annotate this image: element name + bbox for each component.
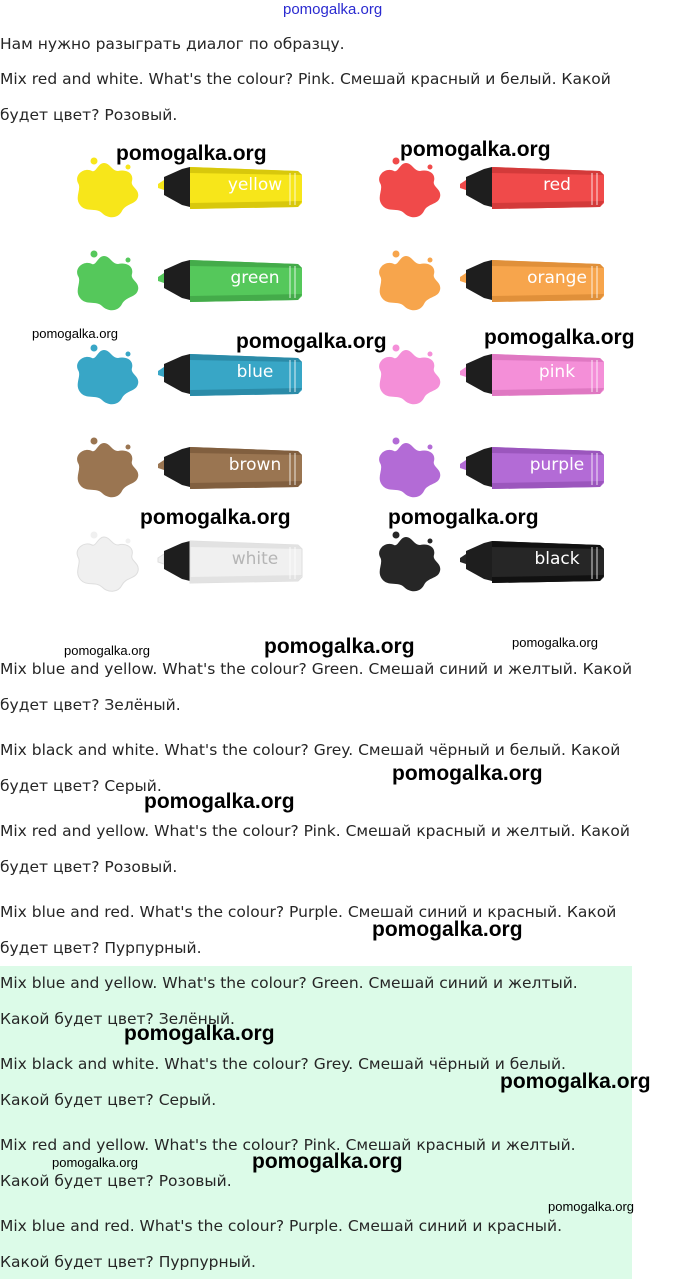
answer-4-line-2: Какой будет цвет? Пурпурный. bbox=[0, 1253, 256, 1271]
marker-green bbox=[72, 246, 312, 316]
marker-label: white bbox=[231, 549, 279, 569]
example-line-1: Mix red and white. What's the colour? Pink. Смешай красный и белый. Какой bbox=[0, 70, 611, 88]
watermark: pomogalka.org bbox=[140, 506, 291, 529]
dialog-3-line-1: Mix red and yellow. What's the colour? Pink. Смешай красный и желтый. Какой bbox=[0, 822, 630, 840]
dialog-4-line-1: Mix blue and red. What's the colour? Purple. Смешай синий и красный. Какой bbox=[0, 903, 617, 921]
marker-label: brown bbox=[228, 455, 282, 475]
marker-brown bbox=[72, 433, 312, 503]
answer-3-line-1: Mix red and yellow. What's the colour? Pink. Смешай красный и желтый. bbox=[0, 1136, 576, 1154]
watermark: pomogalka.org bbox=[372, 918, 523, 941]
watermark: pomogalka.org bbox=[124, 1022, 275, 1045]
intro-text: Нам нужно разыграть диалог по образцу. bbox=[0, 35, 345, 53]
answer-2-line-2: Какой будет цвет? Серый. bbox=[0, 1091, 217, 1109]
watermark: pomogalka.org bbox=[252, 1150, 403, 1173]
watermark: pomogalka.org bbox=[264, 635, 415, 658]
watermark: pomogalka.org bbox=[32, 326, 118, 341]
marker-label: orange bbox=[527, 268, 587, 288]
watermark: pomogalka.org bbox=[64, 643, 150, 658]
watermark: pomogalka.org bbox=[144, 790, 295, 813]
marker-black bbox=[374, 527, 614, 597]
answer-4-line-1: Mix blue and red. What's the colour? Purple. Смешай синий и красный. bbox=[0, 1217, 562, 1235]
marker-red bbox=[374, 153, 614, 223]
answer-3-line-2: Какой будет цвет? Розовый. bbox=[0, 1172, 232, 1190]
answer-1-line-2: Какой будет цвет? Зелёный. bbox=[0, 1010, 235, 1028]
dialog-1-line-1: Mix blue and yellow. What's the colour? Green. Смешай синий и желтый. Какой bbox=[0, 660, 633, 678]
watermark: pomogalka.org bbox=[500, 1070, 651, 1093]
watermark: pomogalka.org bbox=[52, 1155, 138, 1170]
watermark: pomogalka.org bbox=[548, 1199, 634, 1214]
dialog-2-line-2: будет цвет? Серый. bbox=[0, 777, 162, 795]
watermark: pomogalka.org bbox=[236, 330, 387, 353]
marker-label: pink bbox=[538, 362, 576, 382]
answer-2-line-1: Mix black and white. What's the colour? Grey. Смешай чёрный и белый. bbox=[0, 1055, 566, 1073]
answer-1-line-1: Mix blue and yellow. What's the colour? Green. Смешай синий и желтый. bbox=[0, 974, 578, 992]
marker-purple bbox=[374, 433, 614, 503]
marker-label: green bbox=[230, 268, 280, 288]
dialog-4-line-2: будет цвет? Пурпурный. bbox=[0, 939, 202, 957]
watermark: pomogalka.org bbox=[116, 142, 267, 165]
marker-white bbox=[72, 527, 312, 597]
dialog-2-line-1: Mix black and white. What's the colour? Grey. Смешай чёрный и белый. Какой bbox=[0, 741, 621, 759]
marker-label: red bbox=[543, 175, 571, 195]
watermark: pomogalka.org bbox=[400, 138, 551, 161]
dialog-1-line-2: будет цвет? Зелёный. bbox=[0, 696, 181, 714]
watermark: pomogalka.org bbox=[388, 506, 539, 529]
marker-label: black bbox=[534, 549, 580, 569]
dialog-3-line-2: будет цвет? Розовый. bbox=[0, 858, 178, 876]
watermark: pomogalka.org bbox=[512, 635, 598, 650]
marker-label: yellow bbox=[227, 175, 283, 195]
marker-label: purple bbox=[529, 455, 585, 475]
watermark: pomogalka.org bbox=[392, 762, 543, 785]
marker-orange bbox=[374, 246, 614, 316]
marker-pink bbox=[374, 340, 614, 410]
site-link[interactable]: pomogalka.org bbox=[283, 1, 383, 18]
watermark: pomogalka.org bbox=[484, 326, 635, 349]
example-line-2: будет цвет? Розовый. bbox=[0, 106, 178, 124]
marker-label: blue bbox=[236, 362, 274, 382]
